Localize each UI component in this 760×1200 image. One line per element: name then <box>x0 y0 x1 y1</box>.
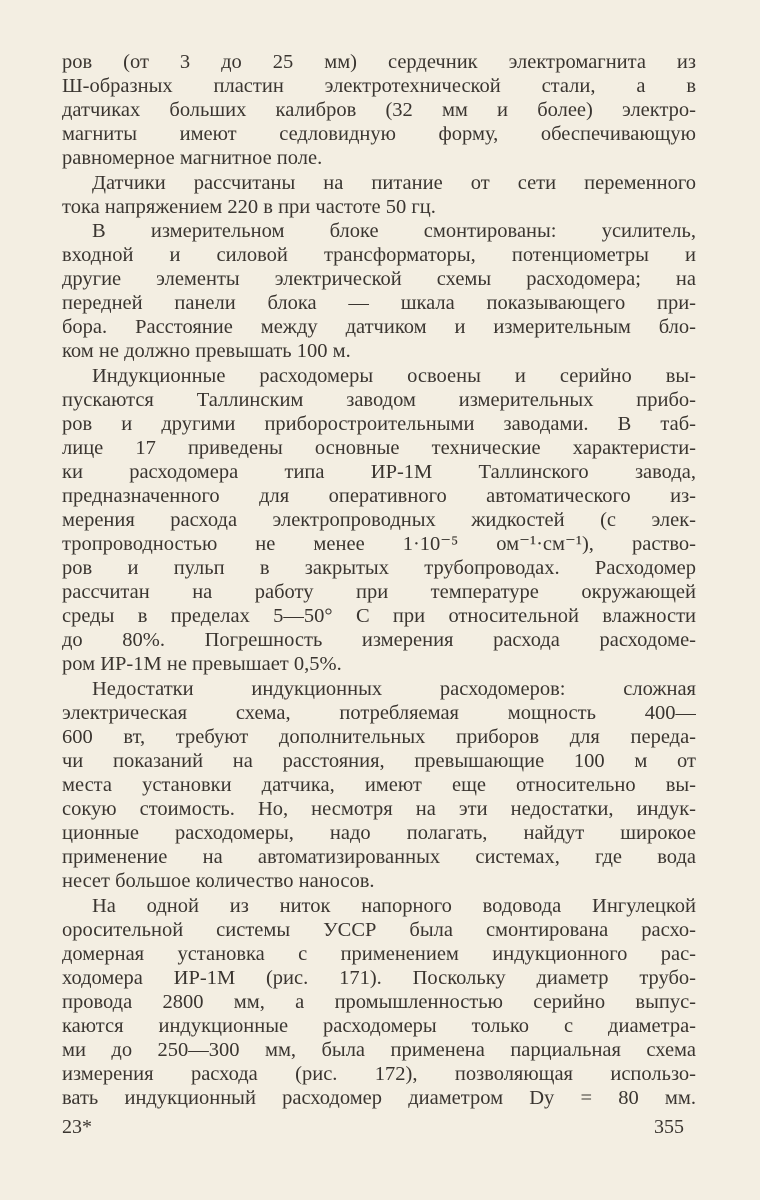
text-line: передней панели блока — шкала показывающего при- <box>62 292 696 314</box>
text-line: предназначенного для оперативного автоматического из- <box>62 485 696 507</box>
signature-mark: 23* <box>62 1116 92 1138</box>
text-line: вать индукционный расходомер диаметром Dу = 80 мм. <box>62 1087 696 1109</box>
text-line: мерения расхода электропроводных жидкостей (с элек- <box>62 509 696 531</box>
text-line: несет большое количество наносов. <box>62 870 375 892</box>
text-line: ми до 250—300 мм, была применена парциальная схема <box>62 1039 696 1061</box>
text-line: сокую стоимость. Но, несмотря на эти недостатки, индук- <box>62 798 696 820</box>
text-line: домерная установка с применением индукционного рас- <box>62 943 696 965</box>
text-line: Ш-образных пластин электротехнической стали, а в <box>62 75 696 97</box>
text-line: электрическая схема, потребляемая мощность 400— <box>62 702 696 724</box>
text-line: оросительной системы УССР была смонтирована расхо- <box>62 919 696 941</box>
text-line: ходомера ИР-1М (рис. 171). Поскольку диаметр трубо- <box>62 967 696 989</box>
text-line: тропроводностью не менее 1·10⁻⁵ ом⁻¹·см⁻¹), раство- <box>62 533 696 555</box>
text-line: датчиках больших калибров (32 мм и более) электро- <box>62 99 696 121</box>
text-line: ки расходомера типа ИР-1М Таллинского завода, <box>62 461 696 483</box>
text-line: места установки датчика, имеют еще относительно вы- <box>62 774 696 796</box>
paragraph-start: В измерительном блоке смонтированы: усилитель, <box>92 220 696 242</box>
text-line: ров (от 3 до 25 мм) сердечник электромагнита из <box>62 51 696 73</box>
text-line: лице 17 приведены основные технические характеристи- <box>62 437 696 459</box>
paragraph-start: Датчики рассчитаны на питание от сети переменного <box>92 172 696 194</box>
paragraph-start: Индукционные расходомеры освоены и серийно вы- <box>92 365 696 387</box>
text-line: другие элементы электрической схемы расходомера; на <box>62 268 696 290</box>
text-line: ров и пульп в закрытых трубопроводах. Расходомер <box>62 557 696 579</box>
text-line: рассчитан на работу при температуре окружающей <box>62 581 696 603</box>
text-line: ционные расходомеры, надо полагать, найдут широкое <box>62 822 696 844</box>
text-line: ком не должно превышать 100 м. <box>62 340 351 362</box>
paragraph-start: Недостатки индукционных расходомеров: сложная <box>92 678 696 700</box>
text-line: измерения расхода (рис. 172), позволяющая использо- <box>62 1063 696 1085</box>
text-line: входной и силовой трансформаторы, потенциометры и <box>62 244 696 266</box>
text-line: применение на автоматизированных системах, где вода <box>62 846 696 868</box>
text-line: равномерное магнитное поле. <box>62 147 323 169</box>
text-line: 600 вт, требуют дополнительных приборов для переда- <box>62 726 696 748</box>
text-line: среды в пределах 5—50° С при относительной влажности <box>62 605 696 627</box>
text-line: каются индукционные расходомеры только с диаметра- <box>62 1015 696 1037</box>
text-line: ром ИР-1М не превышает 0,5%. <box>62 653 342 675</box>
text-line: бора. Расстояние между датчиком и измерительным бло- <box>62 316 696 338</box>
text-line: пускаются Таллинским заводом измерительных прибо- <box>62 389 696 411</box>
paragraph-start: На одной из ниток напорного водовода Ингулецкой <box>92 895 696 917</box>
text-line: тока напряжением 220 в при частоте 50 гц. <box>62 196 436 218</box>
text-line: до 80%. Погрешность измерения расхода расходоме- <box>62 629 696 651</box>
text-line: ров и другими приборостроительными заводами. В таб- <box>62 413 696 435</box>
text-line: провода 2800 мм, а промышленностью серийно выпус- <box>62 991 696 1013</box>
page-number: 355 <box>654 1116 684 1138</box>
text-line: чи показаний на расстояния, превышающие 100 м от <box>62 750 696 772</box>
text-line: магниты имеют седловидную форму, обеспечивающую <box>62 123 696 145</box>
